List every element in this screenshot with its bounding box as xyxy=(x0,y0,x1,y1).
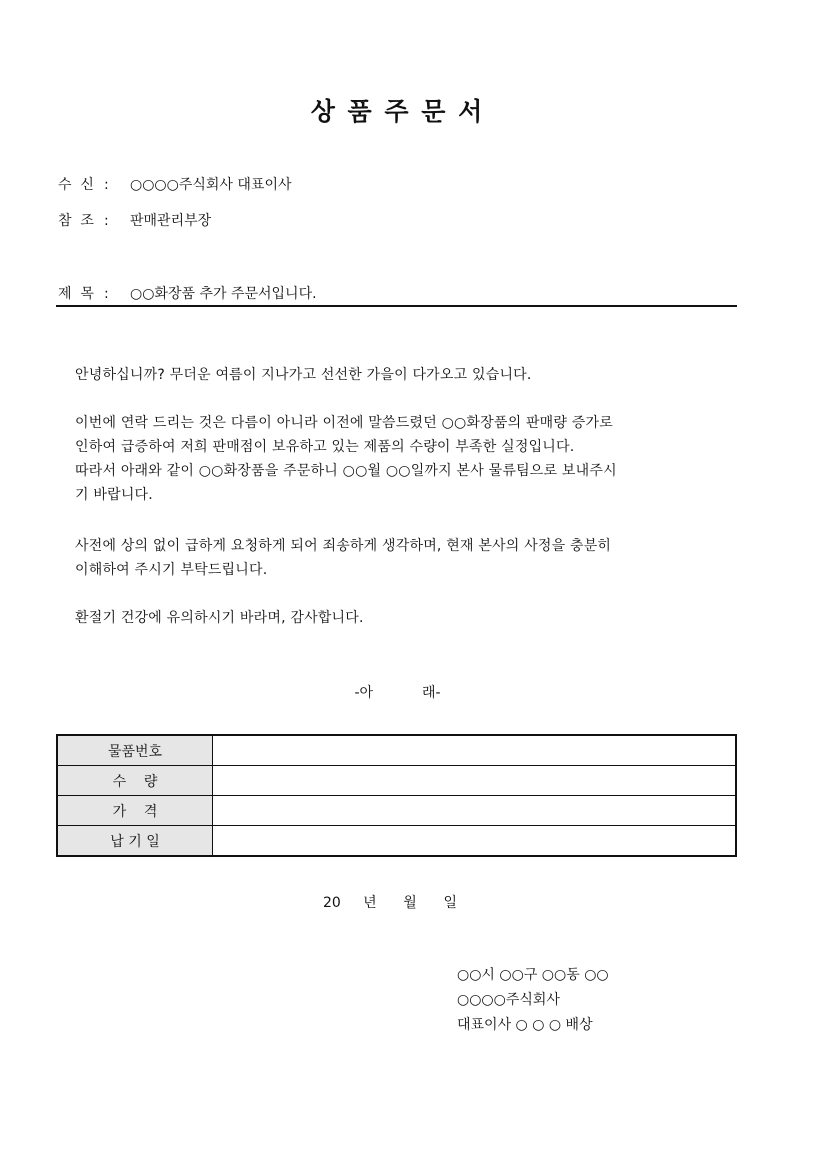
recipient-row xyxy=(58,174,292,194)
reference-label: 참 조 xyxy=(58,213,94,229)
paragraph-line: 이해하여 주시기 부탁드립니다. xyxy=(75,562,268,578)
paragraph-line: 기 바랍니다. xyxy=(75,487,153,503)
price-value xyxy=(213,796,737,826)
subject-colon: : xyxy=(104,286,109,302)
reference-value: 판매관리부장 xyxy=(130,213,212,229)
recipient-colon: : xyxy=(104,177,109,193)
sender-address: ○○시 ○○구 ○○동 ○○ xyxy=(457,967,609,983)
recipient-value: ○○○○주식회사 대표이사 xyxy=(130,177,292,193)
paragraph-line: 따라서 아래와 같이 ○○화장품을 주문하니 ○○월 ○○일까지 본사 물류팀으로 보내주시 xyxy=(75,463,617,479)
delivery-date-label: 납 기 일 xyxy=(57,826,213,857)
delivery-date-value xyxy=(213,826,737,857)
subject-underline xyxy=(56,305,737,307)
paragraph-line: 사전에 상의 없이 급하게 요청하게 되어 죄송하게 생각하며, 현재 본사의 사정을 충분히 xyxy=(75,538,612,554)
table-row xyxy=(57,735,736,766)
table-row xyxy=(57,796,736,826)
quantity-label: 수 량 xyxy=(57,766,213,796)
body-paragraph-2 xyxy=(75,411,725,507)
paragraph-line: 안녕하십니까? 무더운 여름이 지나가고 선선한 가을이 다가오고 있습니다. xyxy=(75,367,532,383)
body-paragraph-3 xyxy=(75,534,725,582)
quantity-value xyxy=(213,766,737,796)
order-table xyxy=(56,734,737,857)
reference-colon: : xyxy=(104,213,109,229)
item-number-value xyxy=(213,735,737,766)
recipient-label: 수 신 xyxy=(58,177,94,193)
document-title: 상 품 주 문 서 xyxy=(310,97,485,126)
sender-company: ○○○○주식회사 xyxy=(457,992,560,1008)
date-line: 20 년 월 일 xyxy=(323,895,458,911)
subject-label: 제 목 xyxy=(58,286,94,302)
reference-row xyxy=(58,210,211,230)
sender-signature: 대표이사 ○ ○ ○ 배상 xyxy=(457,1017,593,1033)
paragraph-line: 환절기 건강에 유의하시기 바라며, 감사합니다. xyxy=(75,610,364,626)
notice-heading: -아 래- xyxy=(354,685,441,701)
body-paragraph-1 xyxy=(75,363,725,387)
paragraph-line: 인하여 급증하여 저희 판매점이 보유하고 있는 제품의 수량이 부족한 실정입니다. xyxy=(75,439,575,455)
table-row xyxy=(57,766,736,796)
body-paragraph-4 xyxy=(75,606,725,630)
subject-value: ○○화장품 추가 주문서입니다. xyxy=(130,286,317,302)
item-number-label: 물품번호 xyxy=(57,735,213,766)
table-row xyxy=(57,826,736,857)
price-label: 가 격 xyxy=(57,796,213,826)
paragraph-line: 이번에 연락 드리는 것은 다름이 아니라 이전에 말씀드렸던 ○○화장품의 판매량 증가로 xyxy=(75,415,613,431)
subject-row xyxy=(58,283,317,303)
